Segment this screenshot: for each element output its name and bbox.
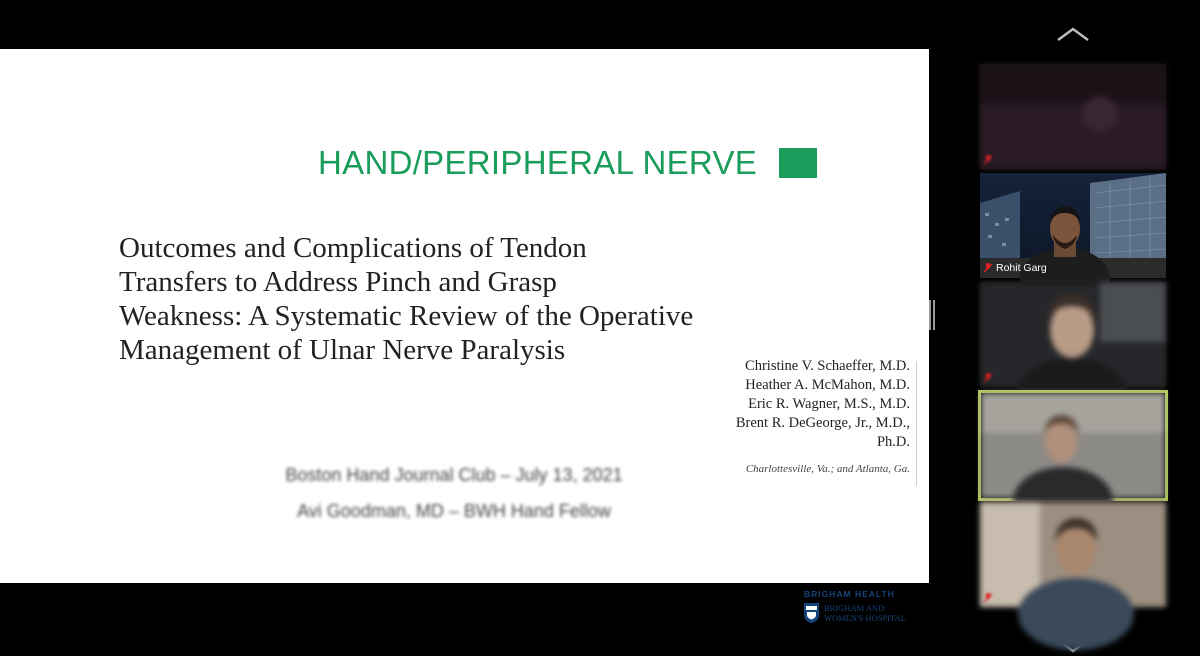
logo-name-line: WOMEN'S HOSPITAL [824,613,906,623]
presenter-line: Avi Goodman, MD – BWH Hand Fellow [297,501,611,521]
shield-icon [804,603,819,623]
title-line: Transfers to Address Pinch and Grasp [119,266,557,298]
participant-name-label [984,373,996,383]
logo-brand-text: BRIGHAM HEALTH [804,589,895,599]
microphone-muted-icon [984,593,992,603]
article-title [119,231,819,367]
author-affiliation: Charlottesville, Va.; and Atlanta, Ga. [745,463,910,475]
participant-video-tile[interactable] [978,390,1168,501]
participant-name-label [984,155,996,165]
participant-video [980,282,1166,387]
microphone-muted-icon [984,263,992,273]
event-line: Boston Hand Journal Club – July 13, 2021 [285,465,623,485]
participant-name-label [984,262,1047,274]
participant-video-tile[interactable] [980,173,1166,278]
title-line: Outcomes and Complications of Tendon [119,232,587,264]
brigham-health-logo [804,589,929,629]
author-name: Christine V. Schaeffer, M.D. [745,358,910,374]
author-name: Ph.D. [876,434,910,450]
section-color-block [779,148,817,178]
title-line: Weakness: A Systematic Review of the Operative [119,300,694,332]
participant-name: Rohit Garg [996,262,1047,274]
presentation-info [200,457,708,529]
logo-hospital-name [824,603,906,623]
shared-screen [0,49,929,623]
participant-video-tile[interactable] [980,64,1166,169]
participant-video-tile[interactable] [980,282,1166,387]
participant-name-label [984,593,996,603]
scroll-up-chevron-icon[interactable] [1055,24,1091,44]
participant-video [981,393,1165,498]
author-name: Eric R. Wagner, M.S., M.D. [748,396,910,412]
logo-name-line: BRIGHAM AND [824,603,885,613]
author-name: Heather A. McMahon, M.D. [745,377,910,393]
author-name: Brent R. DeGeorge, Jr., M.D., [735,415,910,431]
title-line: Management of Ulnar Nerve Paralysis [119,334,566,366]
microphone-muted-icon [984,155,992,165]
participant-video [980,64,1166,169]
author-divider [916,361,917,486]
participant-video-tile[interactable] [980,502,1166,607]
participant-video [980,502,1166,607]
splitter-handle[interactable] [929,300,935,330]
section-banner: HAND/PERIPHERAL NERVE [318,144,758,181]
microphone-muted-icon [984,373,992,383]
